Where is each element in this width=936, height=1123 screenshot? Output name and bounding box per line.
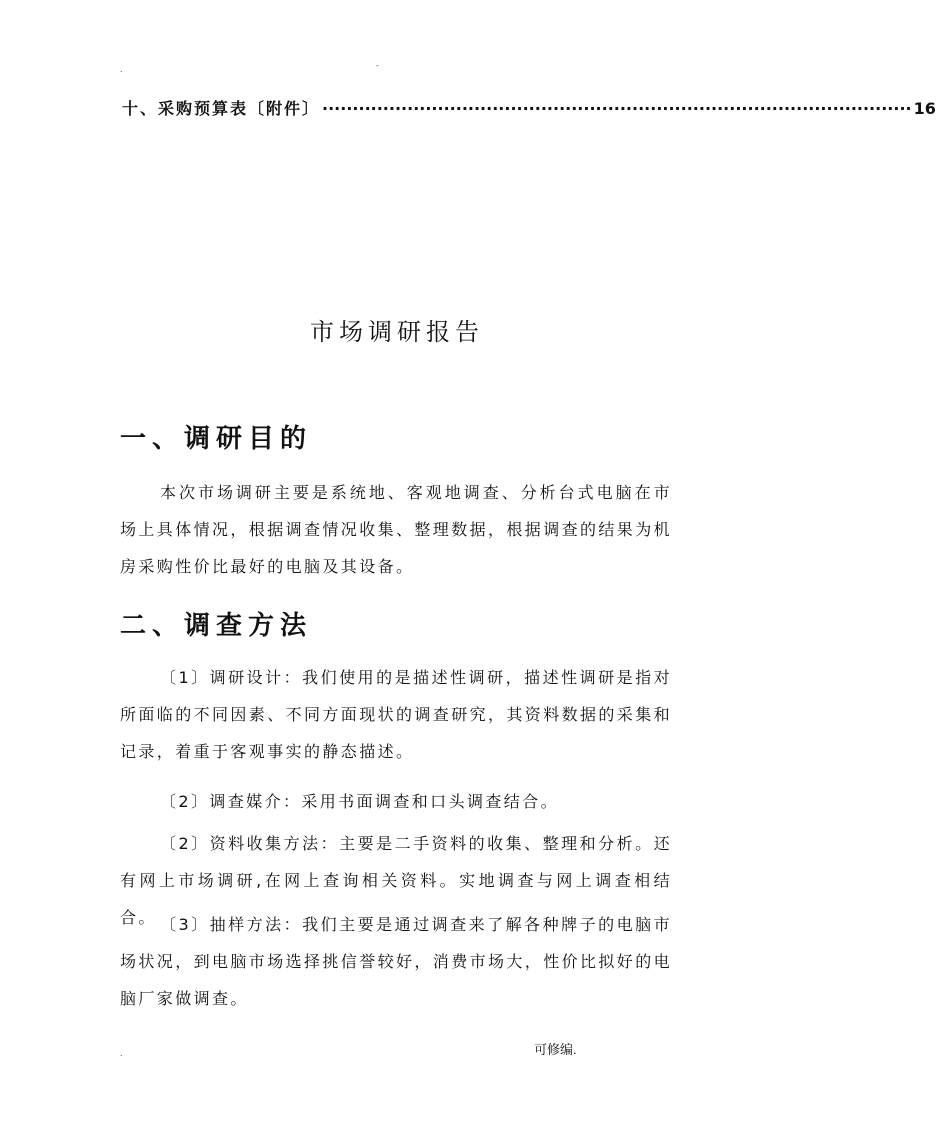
toc-leader-dots: ································································································· bbox=[322, 99, 912, 118]
footer-mark-left: . bbox=[120, 1049, 123, 1058]
header-mark-center: - bbox=[376, 61, 379, 70]
toc-page-number: 16 bbox=[913, 99, 936, 118]
purpose-paragraph: 本次市场调研主要是系统地、客观地调查、分析台式电脑在市场上具体情况，根据调查情况收集、整理数据，根据调查的结果为机房采购性价比最好的电脑及其设备。 bbox=[120, 483, 673, 576]
method-paragraph-design: 〔1〕调研设计：我们使用的是描述性调研，描述性调研是指对所面临的不同因素、不同方面现状的调查研究，其资料数据的采集和记录，着重于客观事实的静态描述。 bbox=[120, 668, 673, 761]
footer-editable-note: 可修编. bbox=[534, 1042, 577, 1057]
header-mark-left: . bbox=[120, 65, 123, 74]
method-paragraph-sampling: 〔3〕抽样方法：我们主要是通过调查来了解各种牌子的电脑市场状况，到电脑市场选择挑信誉较好，消费市场大，性价比拟好的电脑厂家做调查。 bbox=[120, 915, 673, 1008]
method-paragraph-media: 〔2〕调查媒介：采用书面调查和口头调查结合。 bbox=[160, 792, 559, 811]
section-heading-purpose: 一、调研目的 bbox=[120, 424, 313, 454]
document-title: 市场调研报告 bbox=[310, 318, 484, 346]
toc-entry[interactable] bbox=[122, 96, 936, 119]
section-heading-method: 二、调查方法 bbox=[120, 611, 313, 641]
toc-entry-label: 十、采购预算表〔附件〕 bbox=[122, 99, 321, 118]
method-paragraph-data-collection: 〔2〕资料收集方法：主要是二手资料的收集、整理和分析。还有网上市场调研,在网上查询相关资料。实地调查与网上调查相结合。 bbox=[120, 834, 672, 927]
